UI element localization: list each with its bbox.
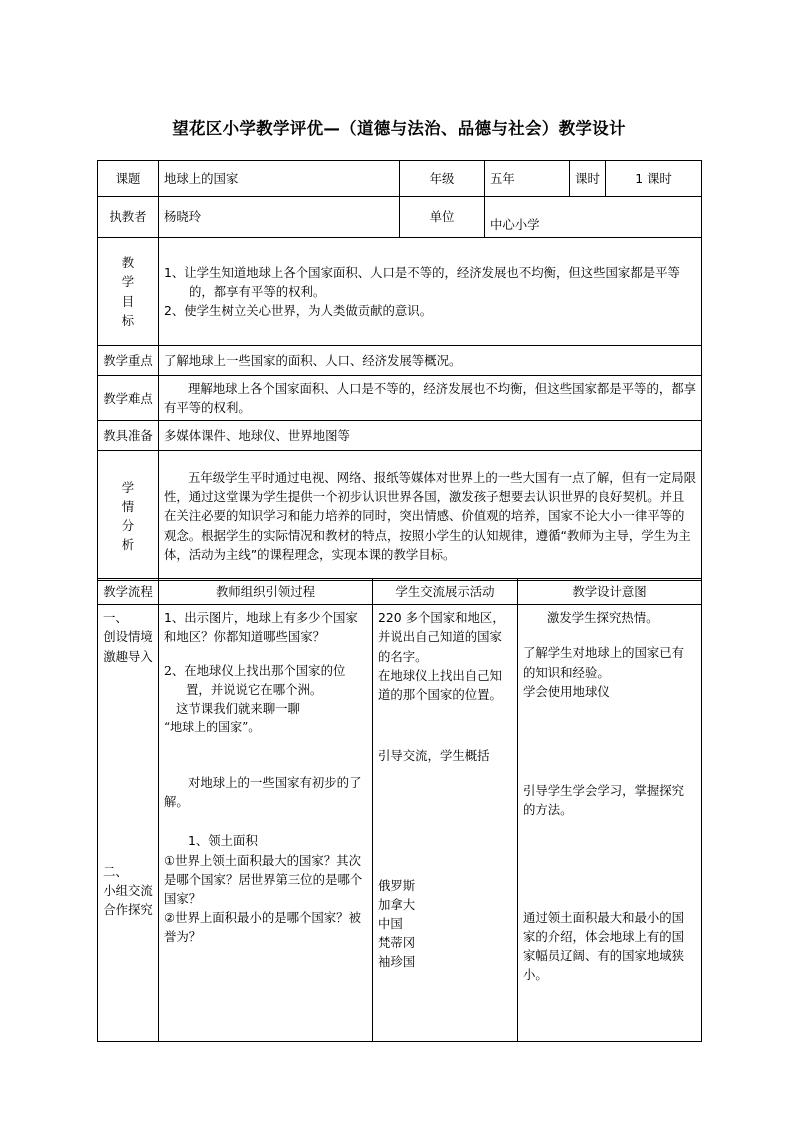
value-periods: 1 课时	[606, 161, 702, 197]
teacher-item-2-text: 在地球仪上找出那个国家的位置，并说说它在哪个洲。	[184, 662, 346, 697]
student-line-1: 220 多个国家和地区，并说出自己知道的国家的名字。	[378, 610, 505, 664]
page-title: 望花区小学教学评优—（道德与法治、品德与社会）教学设计	[172, 119, 626, 138]
label-char: 标	[121, 312, 135, 328]
student-line-3: 引导交流，学生概括	[378, 748, 490, 764]
label-char: 学	[121, 274, 135, 290]
label-char: 学	[121, 479, 135, 495]
label-periods: 课时	[570, 161, 606, 197]
teacher-item-3: 这节课我们就来聊一聊	[176, 701, 300, 717]
value-objectives	[159, 238, 702, 346]
teacher-item-2-number: 2、	[164, 662, 185, 678]
table-row	[98, 346, 702, 376]
student-answer: 俄罗斯	[378, 877, 416, 893]
objective-item: 1、让学生知道地球上各个国家面积、人口是不等的，经济发展也不均衡，但这些国家都是平等的，都享有平等的权利。	[164, 264, 680, 299]
value-grade: 五年	[485, 161, 570, 197]
teaching-process-table	[97, 578, 702, 1042]
teacher-activity-cell	[159, 605, 373, 1042]
stage2-line: 小组交流	[103, 883, 153, 899]
label-topic: 课题	[98, 161, 159, 197]
value-key-point: 了解地球上一些国家的面积、人口、经济发展等概况。	[159, 346, 702, 376]
teacher-stage2-q1: ①世界上领土面积最大的国家？其次是哪个国家？居世界第三位的是哪个国家？	[164, 852, 363, 906]
col-header-intent: 教学设计意图	[518, 579, 702, 605]
col-header-student: 学生交流展示活动	[373, 579, 518, 605]
label-key-point: 教学重点	[98, 346, 159, 376]
label-char: 分	[121, 517, 135, 533]
table-row	[98, 421, 702, 451]
label-teacher: 执教者	[98, 197, 159, 238]
value-analysis: 五年级学生平时通过电视、网络、报纸等媒体对世界上的一些大国有一点了解，但有一定局限性，通过这堂课为学生提供一个初步认识世界各国，激发孩子想要去认识世界的良好契机。并且在关注必要的知识学习和能力培养的同时，突出情感、价值观的培养，国家不论大小一律平等的观念。根据学生的实际情况和教材的特点，按照小学生的认知规律，遵循“教师为主导，学生为主体，活动为主线”的课程理念，实现本课的教学目标。	[159, 451, 702, 581]
value-teacher: 杨晓玲	[159, 197, 400, 238]
teacher-item-1: 1、出示图片，地球上有多少个国家和地区？你都知道哪些国家？	[164, 610, 358, 645]
teacher-stage2-q2: ②世界上面积最小的是哪个国家？被誉为？	[164, 910, 361, 945]
intent-line-4: 引导学生学会学习，掌握探究的方法。	[523, 783, 685, 818]
table-header-row	[98, 579, 702, 605]
label-materials: 教具准备	[98, 421, 159, 451]
value-topic: 地球上的国家	[159, 161, 400, 197]
lesson-plan-table	[97, 160, 702, 581]
label-analysis	[98, 451, 159, 581]
label-difficulty: 教学难点	[98, 376, 159, 421]
student-answer: 袖珍国	[378, 954, 416, 970]
student-line-2: 在地球仪上找出自己知道的那个国家的位置。	[378, 667, 502, 703]
table-row	[98, 197, 702, 238]
col-header-teacher: 教师组织引领过程	[159, 579, 373, 605]
intent-line-2: 了解学生对地球上的国家已有的知识和经验。	[523, 645, 685, 680]
stage1-number: 一、	[103, 610, 128, 626]
value-difficulty: 理解地球上各个国家面积、人口是不等的，经济发展也不均衡，但这些国家都是平等的，都享有平等的权利。	[159, 376, 702, 421]
student-activity-cell	[373, 605, 518, 1042]
stage2-number: 二、	[103, 863, 128, 879]
table-row	[98, 376, 702, 421]
label-char: 目	[121, 293, 135, 309]
label-objectives	[98, 238, 159, 346]
table-row	[98, 451, 702, 581]
student-answer: 中国	[378, 915, 403, 931]
teacher-item-4: “地球上的国家”。	[164, 720, 261, 735]
stage1-line: 激趣导入	[103, 648, 153, 664]
stage2-line: 合作探究	[103, 902, 153, 918]
intent-stage2-line-1: 通过领土面积最大和最小的国家的介绍，体会地球上有的国家幅员辽阔、有的国家地域狭小。	[523, 909, 685, 983]
value-unit: 中心小学	[485, 197, 702, 238]
objective-item: 2、使学生树立关心世界，为人类做贡献的意识。	[164, 303, 433, 319]
teacher-stage2-intro: 对地球上的一些国家有初步的了解。	[164, 774, 362, 810]
design-intent-cell	[518, 605, 702, 1042]
value-materials: 多媒体课件、地球仪、世界地图等	[159, 421, 702, 451]
teacher-stage2-subtitle: 1、领土面积	[188, 833, 258, 849]
col-header-flow: 教学流程	[98, 579, 159, 605]
intent-line-3: 学会使用地球仪	[523, 683, 610, 699]
teacher-item-2	[164, 661, 367, 699]
label-char: 析	[121, 537, 135, 553]
flow-stages-cell	[98, 605, 159, 1042]
table-row	[98, 605, 702, 1042]
table-row	[98, 238, 702, 346]
label-unit: 单位	[400, 197, 485, 238]
label-char: 情	[121, 498, 135, 514]
student-answer: 梵蒂冈	[378, 935, 416, 951]
label-char: 教	[121, 255, 135, 271]
stage1-line: 创设情境	[103, 629, 153, 645]
intent-line-1: 激发学生探究热情。	[547, 610, 659, 626]
student-answer: 加拿大	[378, 896, 416, 912]
table-row	[98, 161, 702, 197]
label-grade: 年级	[400, 161, 485, 197]
